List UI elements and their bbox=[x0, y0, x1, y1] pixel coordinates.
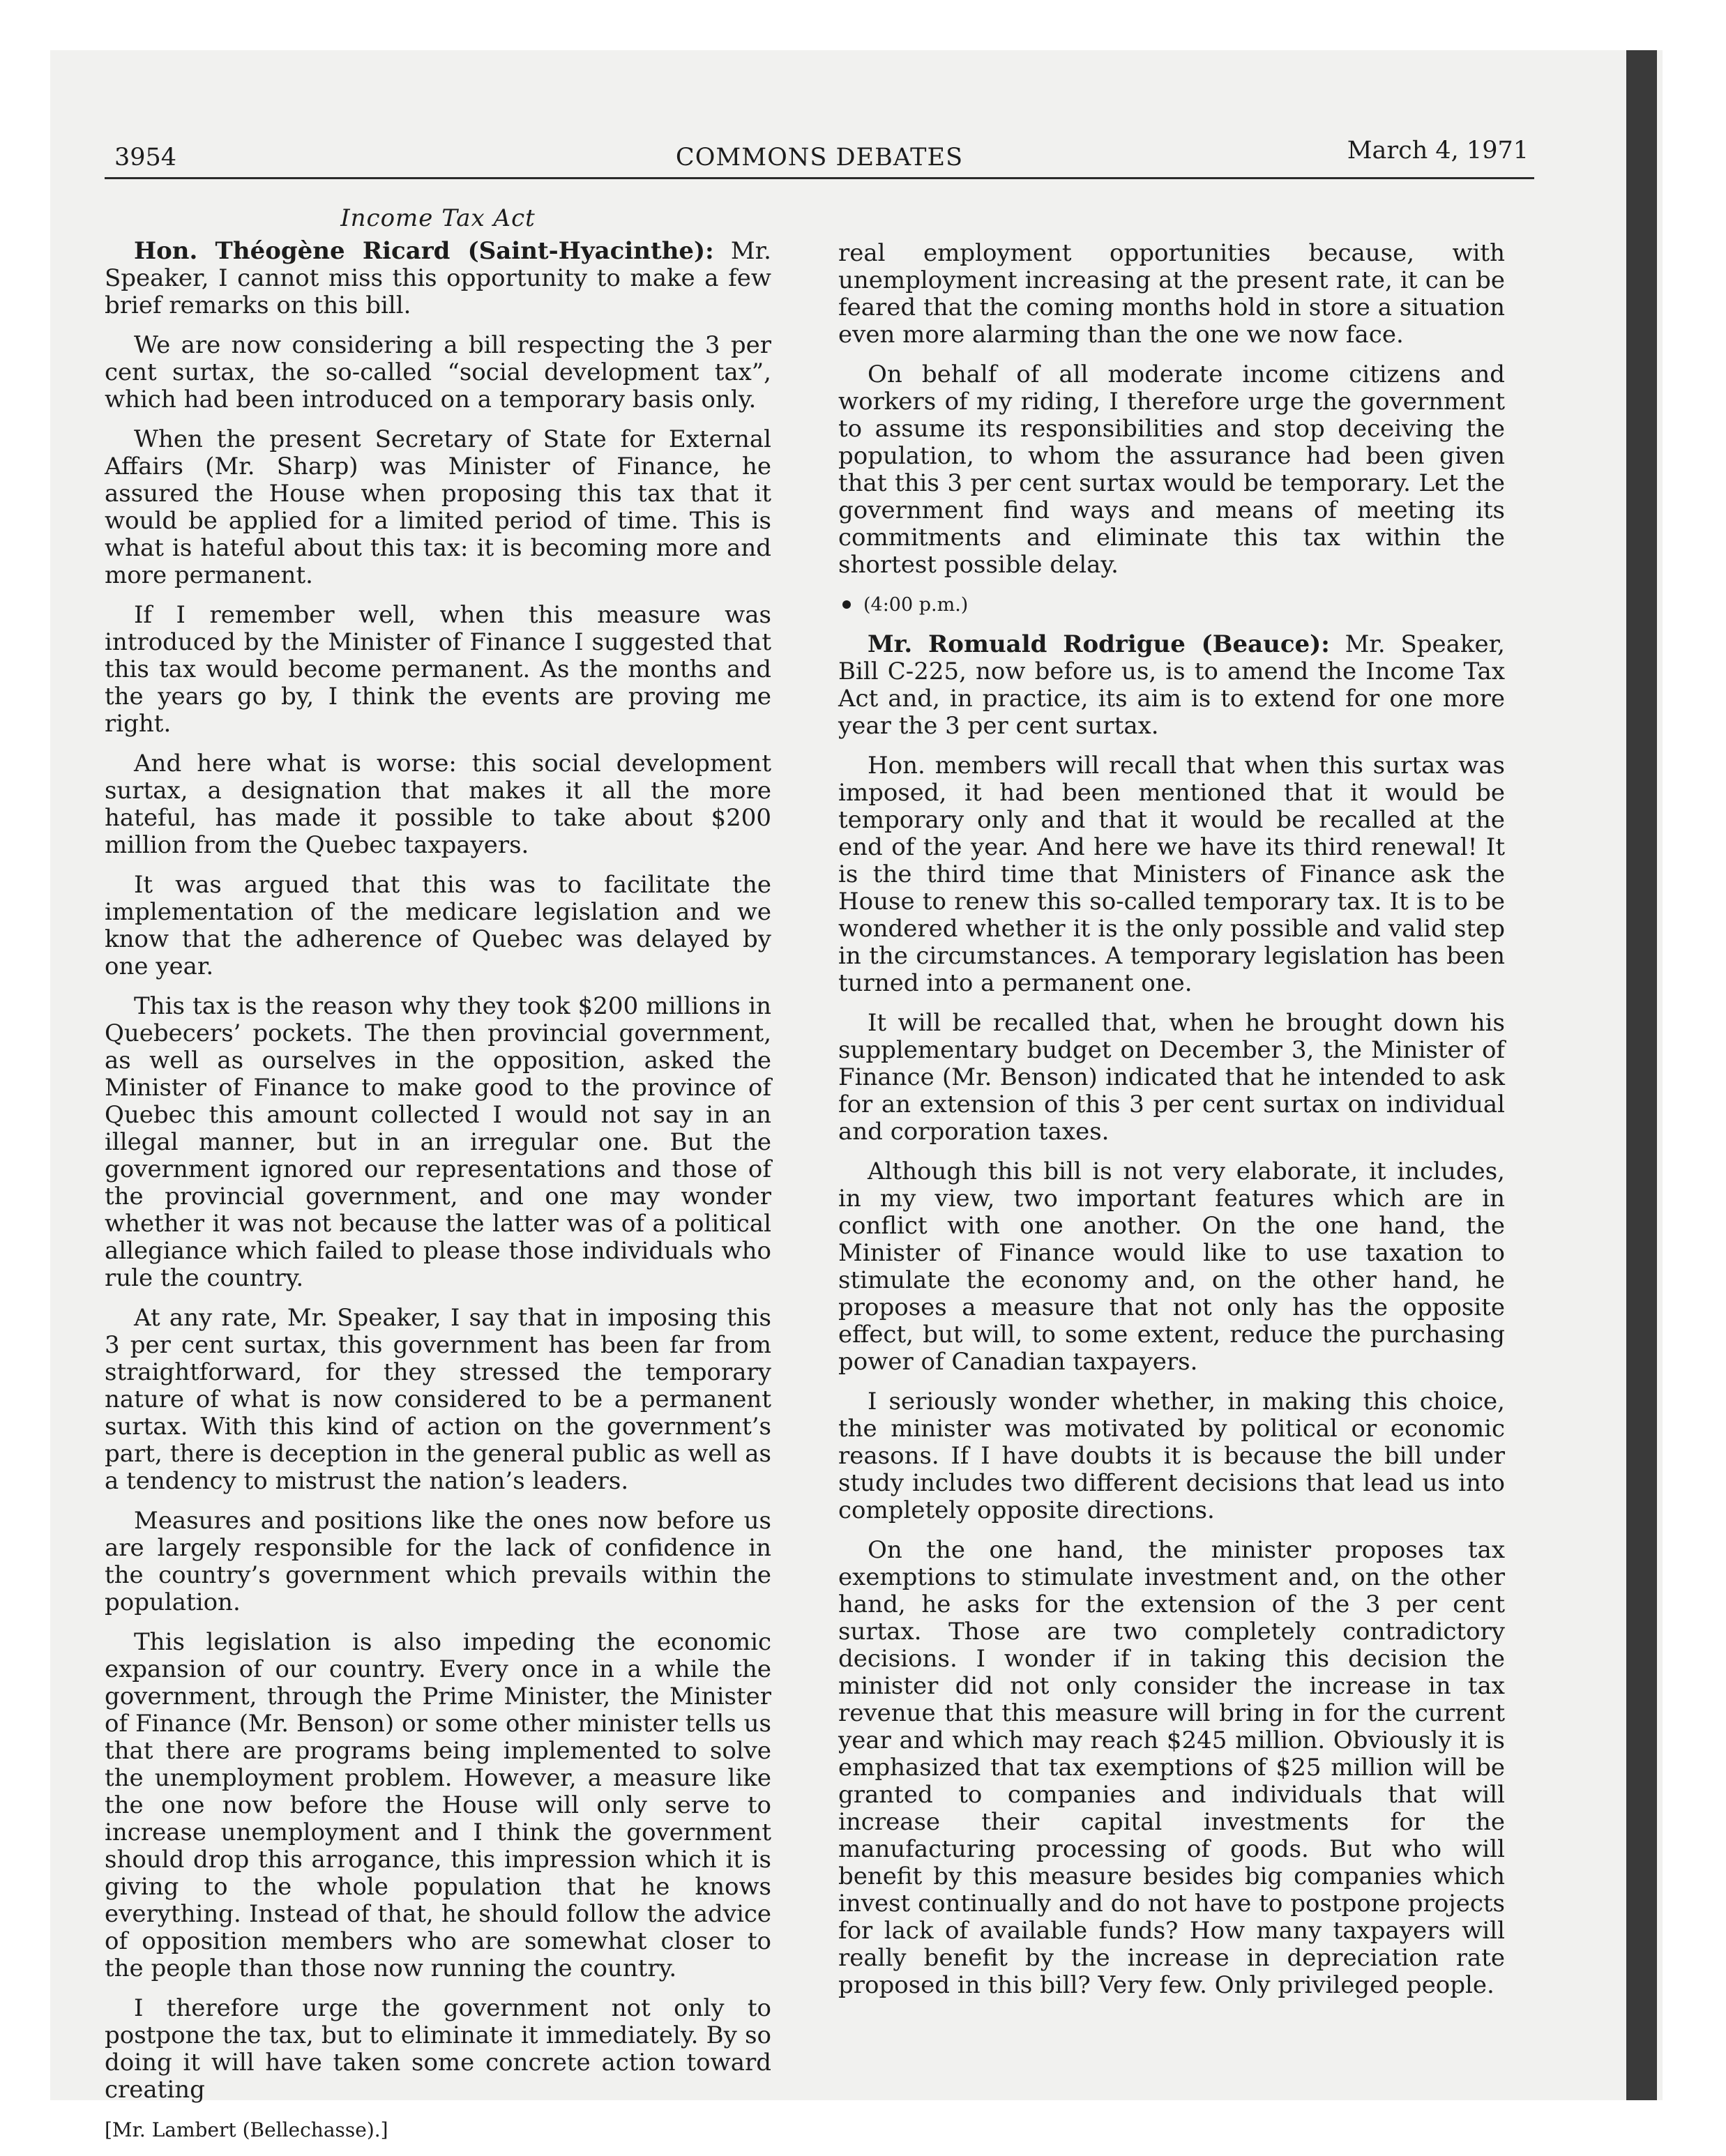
paragraph: It will be recalled that, when he brought down his supplementary budget on December 3, the Minister of Finance (Mr. Benson) indicated that he intended to ask for an extension of this 3 per cent surtax on individual and corporation taxes. bbox=[838, 1009, 1505, 1146]
right-column bbox=[838, 240, 1505, 2012]
header-date: March 4, 1971 bbox=[1347, 137, 1529, 165]
paragraph: And here what is worse: this social development surtax, a designation that makes it all the more hateful, has made it possible to take about $200 million from the Quebec taxpayers. bbox=[105, 750, 771, 859]
speaker-name: Mr. Romuald Rodrigue (Beauce): bbox=[868, 630, 1330, 658]
paragraph: We are now considering a bill respecting the 3 per cent surtax, the so-called “social development tax”, which had been introduced on a temporary basis only. bbox=[105, 331, 771, 413]
time-marker bbox=[838, 591, 1505, 618]
paragraph: I therefore urge the government not only to postpone the tax, but to eliminate it immediately. By so doing it will have taken some concrete action toward creating bbox=[105, 1994, 771, 2104]
speaker-name: Hon. Théogène Ricard (Saint-Hyacinthe): bbox=[134, 237, 714, 265]
paragraph-text: Mr. Speaker, Bill C-225, now before us, is to amend the Income Tax Act and, in practice, its aim is to extend for one more year the 3 per cent surtax. bbox=[838, 630, 1505, 740]
paragraph bbox=[105, 238, 771, 319]
paragraph-text: Mr. Speaker, I cannot miss this opportunity to make a few brief remarks on this bill. bbox=[105, 237, 771, 319]
document-page bbox=[105, 137, 1534, 2141]
left-column bbox=[105, 205, 771, 2156]
paragraph: This legislation is also impeding the economic expansion of our country. Every once in a while the government, through the Prime Minister, the Minister of Finance (Mr. Benson) or some other minister tells us that there are programs being implemented to solve the unemployment problem. However, a measure like the one now before the House will only serve to increase unemployment and I think the government should drop this arrogance, this impression which it is giving to the whole population that he knows everything. Instead of that, he should follow the advice of opposition members who are somewhat closer to the people than those now running the country. bbox=[105, 1628, 771, 1982]
page-binding-edge bbox=[1626, 50, 1657, 2100]
paragraph: If I remember well, when this measure was introduced by the Minister of Finance I suggested that this tax would become permanent. As the months and the years go by, I think the events are proving me right. bbox=[105, 601, 771, 738]
paragraph: This tax is the reason why they took $200 millions in Quebecers’ pockets. The then provincial government, as well as ourselves in the opposition, asked the Minister of Finance to make good to the province of Quebec this amount collected I would not say in an illegal manner, but in an irregular one. But the government ignored our representations and those of the provincial government, and one may wonder whether it was not because the latter was of a political allegiance which failed to please those individuals who rule the country. bbox=[105, 992, 771, 1292]
paragraph: When the present Secretary of State for External Affairs (Mr. Sharp) was Minister of Finance, he assured the House when proposing this tax that it would be applied for a limited period of time. This is what is hateful about this tax: it is becoming more and more permanent. bbox=[105, 425, 771, 589]
paragraph: I seriously wonder whether, in making this choice, the minister was motivated by political or economic reasons. If I have doubts it is because the bill under study includes two different decisions that lead us into completely opposite directions. bbox=[838, 1388, 1505, 1524]
paragraph: Although this bill is not very elaborate, it includes, in my view, two important features which are in conflict with one another. On the one hand, the Minister of Finance would like to use taxation to stimulate the economy and, on the other hand, he proposes a measure that not only has the opposite effect, but will, to some extent, reduce the purchasing power of Canadian taxpayers. bbox=[838, 1157, 1505, 1376]
page-header bbox=[105, 138, 1534, 179]
paragraph: Hon. members will recall that when this surtax was imposed, it had been mentioned that it would be temporary only and that it would be recalled at the end of the year. And here we have its third renewal! It is the third time that Ministers of Finance ask the House to renew this so-called temporary tax. It is to be wondered whether it is the only possible and valid step in the circumstances. A temporary legislation has been turned into a permanent one. bbox=[838, 752, 1505, 997]
speaker-reference: [Mr. Lambert (Bellechasse).] bbox=[105, 2118, 388, 2141]
page-number: 3954 bbox=[114, 144, 177, 172]
paragraph: On behalf of all moderate income citizens and workers of my riding, I therefore urge the government to assume its responsibilities and stop deceiving the population, to whom the assurance had been given that this 3 per cent surtax would be temporary. Let the government find ways and means of meeting its commitments and eliminate this tax within the shortest possible delay. bbox=[838, 360, 1505, 579]
paragraph: real employment opportunities because, with unemployment increasing at the present rate, it can be feared that the coming months hold in store a situation even more alarming than the one we now face. bbox=[838, 239, 1505, 349]
paragraph bbox=[838, 631, 1505, 740]
paragraph: At any rate, Mr. Speaker, I say that in imposing this 3 per cent surtax, this government has been far from straightforward, for they stressed the temporary nature of what is now considered to be a permanent surtax. With this kind of action on the government’s part, there is deception in the general public as well as a tendency to mistrust the nation’s leaders. bbox=[105, 1304, 771, 1495]
time-marker-text: (4:00 p.m.) bbox=[863, 594, 969, 616]
publication-title: COMMONS DEBATES bbox=[675, 144, 964, 172]
section-title: Income Tax Act bbox=[340, 204, 536, 232]
paragraph: It was argued that this was to facilitate the implementation of the medicare legislation and we know that the adherence of Quebec was delayed by one year. bbox=[105, 871, 771, 980]
paragraph: On the one hand, the minister proposes tax exemptions to stimulate investment and, on the other hand, he asks for the extension of the 3 per cent surtax. Those are two completely contradictory decisions. I wonder if in taking this decision the minister did not only consider the increase in tax revenue that this measure will bring in for the current year and which may reach $245 million. Obviously it is emphasized that tax exemptions of $25 million will be granted to companies and individuals that will increase their capital investments for the manufacturing processing of goods. But who will benefit by this measure besides big companies which invest continually and do not have to postpone projects for lack of available funds? How many taxpayers will really benefit by the increase in depreciation rate proposed in this bill? Very few. Only privileged people. bbox=[838, 1536, 1505, 1999]
paragraph: Measures and positions like the ones now before us are largely responsible for the lack of confidence in the country’s government which prevails within the population. bbox=[105, 1507, 771, 1616]
bullet-dot-icon bbox=[842, 600, 851, 609]
